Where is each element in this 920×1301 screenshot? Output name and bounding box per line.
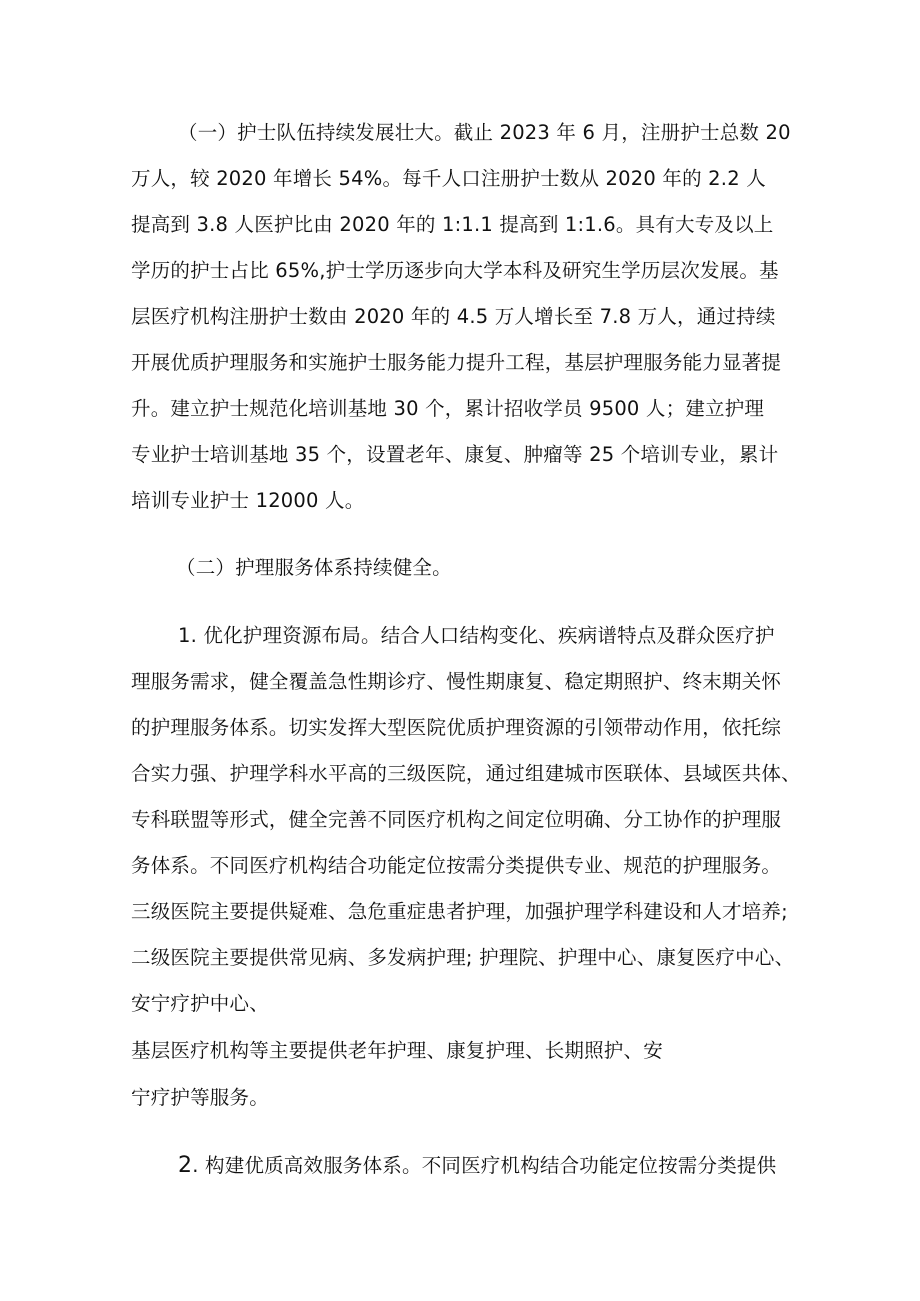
paragraph-line: 专科联盟等形式，健全完善不同医疗机构之间定位明确、分工协作的护理服 bbox=[131, 808, 782, 831]
paragraph-line: 安宁疗护中心、 bbox=[131, 992, 269, 1015]
paragraph-line: 学历的护士占比 65%,护士学历逐步向大学本科及研究生学历层次发展。基 bbox=[131, 259, 779, 282]
paragraph-line: 二级医院主要提供常见病、多发病护理; 护理院、护理中心、康复医疗中心、 bbox=[131, 946, 795, 969]
paragraph-line: （一）护士队伍持续发展壮大。截止 2023 年 6 月，注册护士总数 20 bbox=[178, 121, 791, 144]
paragraph-line: 提高到 3.8 人医护比由 2020 年的 1:1.1 提高到 1:1.6。具有大专及以上 bbox=[131, 213, 774, 236]
paragraph-line: 的护理服务体系。切实发挥大型医院优质护理资源的引领带动作用，依托综 bbox=[131, 716, 782, 739]
section-heading: （二）护理服务体系持续健全。 bbox=[176, 556, 452, 579]
item-text: . 构建优质高效服务体系。不同医疗机构结合功能定位按需分类提供 bbox=[192, 1154, 777, 1177]
paragraph-line: 务体系。不同医疗机构结合功能定位按需分类提供专业、规范的护理服务。 bbox=[131, 854, 782, 877]
paragraph-line: 宁疗护等服务。 bbox=[131, 1086, 269, 1109]
paragraph-line: 1. 优化护理资源布局。结合人口结构变化、疾病谱特点及群众医疗护 bbox=[178, 624, 775, 647]
paragraph-line: 层医疗机构注册护士数由 2020 年的 4.5 万人增长至 7.8 万人，通过持续 bbox=[131, 305, 776, 328]
paragraph-line: 培训专业护士 12000 人。 bbox=[131, 489, 365, 512]
numbered-item bbox=[178, 1151, 776, 1181]
item-number: 2 bbox=[178, 1153, 193, 1178]
paragraph-line: 三级医院主要提供疑难、急危重症患者护理，加强护理学科建设和人才培养; bbox=[131, 900, 788, 923]
paragraph-line: 开展优质护理服务和实施护士服务能力提升工程，基层护理服务能力显著提 bbox=[131, 351, 782, 374]
paragraph-line: 理服务需求，健全覆盖急性期诊疗、慢性期康复、稳定期照护、终末期关怀 bbox=[131, 670, 782, 693]
paragraph-line: 基层医疗机构等主要提供老年护理、康复护理、长期照护、安 bbox=[131, 1039, 663, 1062]
paragraph-line: 万人，较 2020 年增长 54%。每千人口注册护士数从 2020 年的 2.2 人 bbox=[131, 167, 766, 190]
paragraph-line: 升。建立护士规范化培训基地 30 个，累计招收学员 9500 人；建立护理 bbox=[131, 397, 765, 420]
paragraph-line: 专业护士培训基地 35 个，设置老年、康复、肿瘤等 25 个培训专业，累计 bbox=[131, 443, 779, 466]
paragraph-line: 合实力强、护理学科水平高的三级医院，通过组建城市医联体、县域医共体、 bbox=[131, 762, 801, 785]
